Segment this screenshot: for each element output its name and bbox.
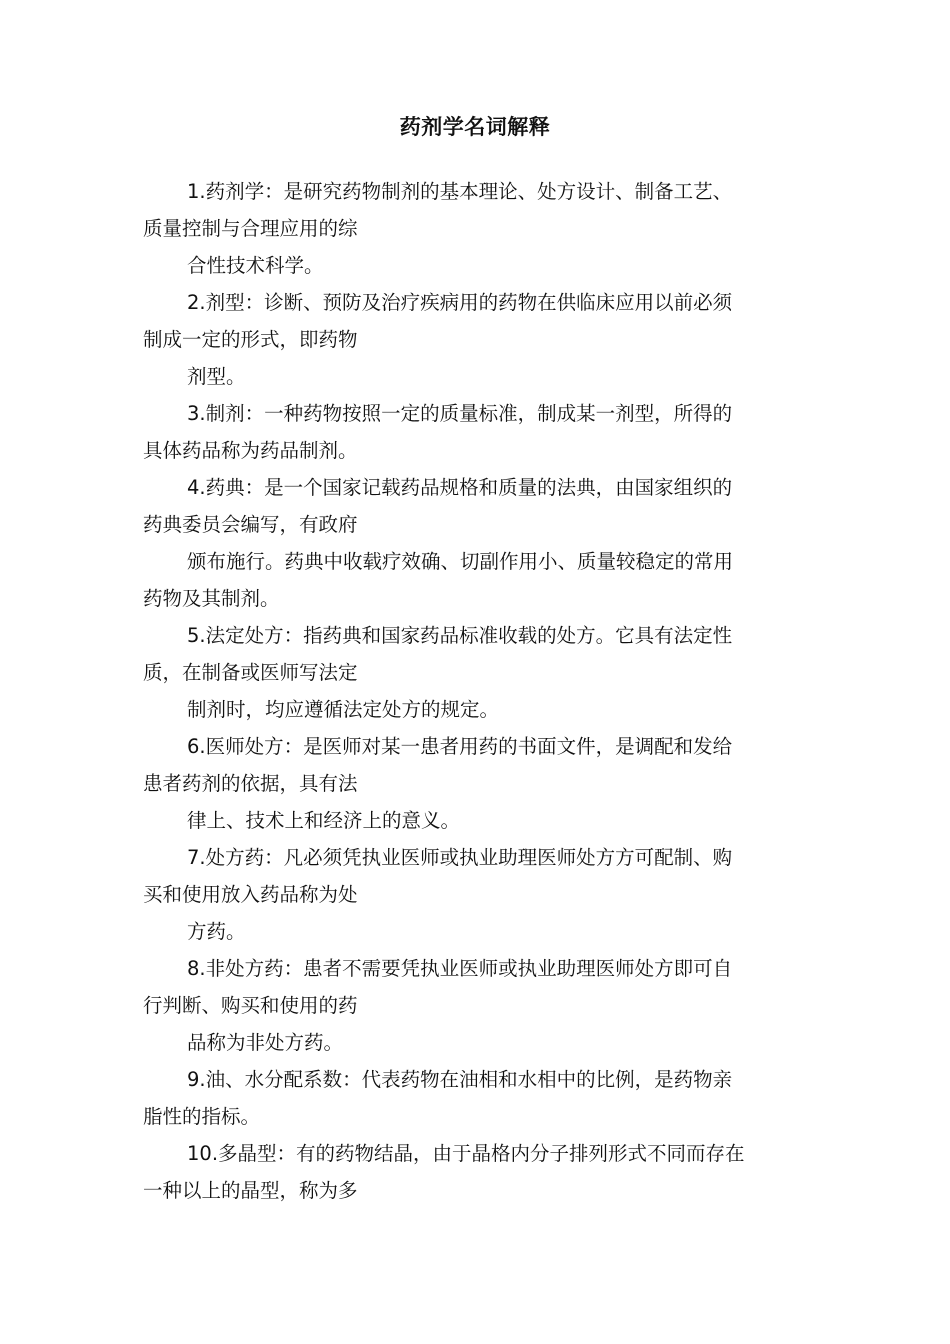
text-line: 4.药典：是一个国家记载药品规格和质量的法典，由国家组织的 bbox=[187, 476, 733, 499]
text-line: 药物及其制剂。 bbox=[143, 587, 280, 610]
text-line: 具体药品称为药品制剂。 bbox=[143, 439, 358, 462]
text-line: 脂性的指标。 bbox=[143, 1105, 261, 1128]
text-line: 买和使用放入药品称为处 bbox=[143, 883, 358, 906]
text-line: 10.多晶型：有的药物结晶，由于晶格内分子排列形式不同而存在 bbox=[187, 1142, 745, 1165]
text-line: 剂型。 bbox=[187, 365, 246, 388]
text-line: 制成一定的形式，即药物 bbox=[143, 328, 358, 351]
text-line: 7.处方药：凡必须凭执业医师或执业助理医师处方方可配制、购 bbox=[187, 846, 733, 869]
text-line: 5.法定处方：指药典和国家药品标准收载的处方。它具有法定性 bbox=[187, 624, 733, 647]
text-line: 质，在制备或医师写法定 bbox=[143, 661, 358, 684]
text-line: 6.医师处方：是医师对某一患者用药的书面文件，是调配和发给 bbox=[187, 735, 733, 758]
text-line: 律上、技术上和经济上的意义。 bbox=[187, 809, 461, 832]
text-line: 制剂时，均应遵循法定处方的规定。 bbox=[187, 698, 500, 721]
text-line: 药典委员会编写，有政府 bbox=[143, 513, 358, 536]
text-line: 一种以上的晶型，称为多 bbox=[143, 1179, 358, 1202]
text-line: 品称为非处方药。 bbox=[187, 1031, 344, 1054]
text-line: 2.剂型：诊断、预防及治疗疾病用的药物在供临床应用以前必须 bbox=[187, 291, 733, 314]
text-line: 3.制剂：一种药物按照一定的质量标准，制成某一剂型，所得的 bbox=[187, 402, 733, 425]
text-line: 方药。 bbox=[187, 920, 246, 943]
text-line: 9.油、水分配系数：代表药物在油相和水相中的比例，是药物亲 bbox=[187, 1068, 733, 1091]
text-line: 1.药剂学：是研究药物制剂的基本理论、处方设计、制备工艺、 bbox=[187, 180, 733, 203]
text-line: 质量控制与合理应用的综 bbox=[143, 217, 358, 240]
document-body bbox=[143, 173, 808, 1209]
text-line: 合性技术科学。 bbox=[187, 254, 324, 277]
document-title: 药剂学名词解释 bbox=[399, 115, 551, 139]
text-line: 8.非处方药：患者不需要凭执业医师或执业助理医师处方即可自 bbox=[187, 957, 733, 980]
text-line: 行判断、购买和使用的药 bbox=[143, 994, 358, 1017]
text-line: 颁布施行。药典中收载疗效确、切副作用小、质量较稳定的常用 bbox=[187, 550, 734, 573]
text-line: 患者药剂的依据，具有法 bbox=[143, 772, 358, 795]
